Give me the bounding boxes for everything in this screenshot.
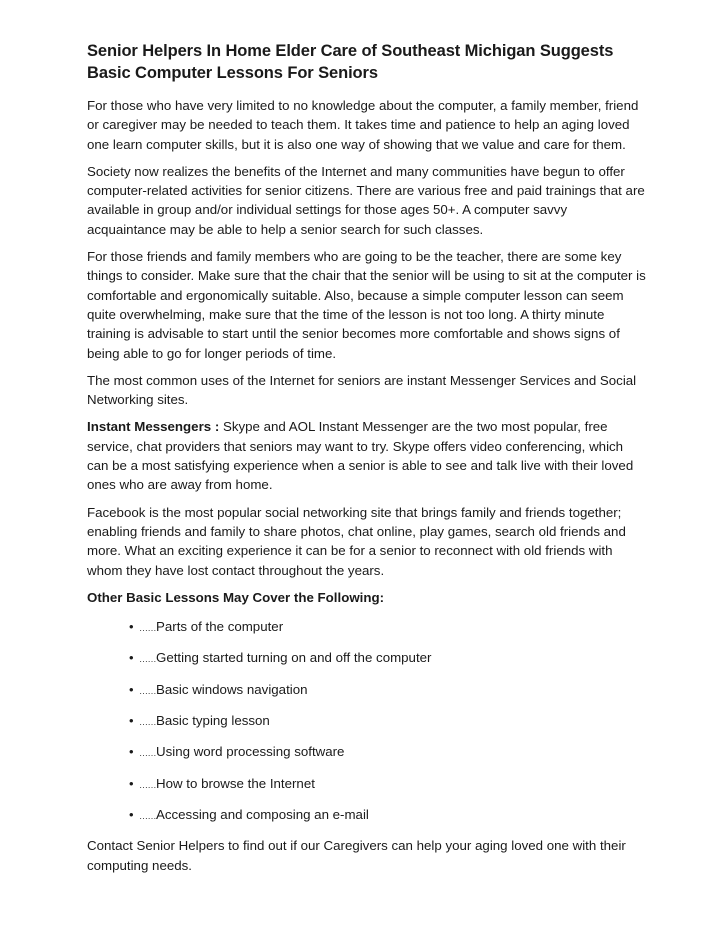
- list-item-text: Parts of the computer: [156, 619, 284, 635]
- paragraph-society: Society now realizes the benefits of the Internet and many communities have begun to offer computer-related activities for senior citizens. There are various free and paid trainings that are available in group and/or individual settings for those ages 50+. A computer savvy acquaintance may be able to help a senior search for such classes.: [87, 163, 645, 237]
- paragraph-facebook: Facebook is the most popular social networking site that brings family and friends together; enabling friends and family to share photos, chat online, play games, search old friends and more. What an exciting experience it can be for a senior to reconnect with old friends with whom they have lost contact throughout the years.: [87, 504, 626, 578]
- bullet-icon: •: [129, 713, 134, 729]
- list-item-text: Basic typing lesson: [156, 713, 270, 729]
- list-item: [129, 711, 647, 732]
- bullet-icon: •: [129, 619, 134, 635]
- bullet-icon: •: [129, 744, 134, 760]
- list-item-text: Using word processing software: [156, 744, 345, 760]
- bullet-filler: ……: [139, 779, 156, 790]
- paragraph-intro: For those who have very limited to no knowledge about the computer, a family member, friend or caregiver may be needed to teach them. It takes time and patience to help an aging loved one learn computer skills, but it is also one way of showing that we value and care for them.: [87, 98, 639, 152]
- list-item: [129, 617, 647, 638]
- list-item: [129, 648, 647, 669]
- instant-messengers-label: Instant Messengers :: [87, 419, 220, 435]
- bullet-icon: •: [129, 775, 134, 791]
- list-item-text: Accessing and composing an e-mail: [156, 806, 369, 822]
- bullet-icon: •: [129, 650, 134, 666]
- bullet-filler: ……: [139, 654, 156, 665]
- bullet-icon: •: [129, 681, 134, 697]
- list-item-text: Getting started turning on and off the computer: [156, 650, 432, 666]
- paragraph-closing: Contact Senior Helpers to find out if our Caregivers can help your aging loved one with their computing needs.: [87, 838, 626, 873]
- list-item-text: How to browse the Internet: [156, 775, 315, 791]
- list-item-text: Basic windows navigation: [156, 681, 308, 697]
- lessons-heading: Other Basic Lessons May Cover the Following:: [87, 589, 385, 605]
- list-item: [129, 805, 647, 826]
- document-page: [87, 40, 647, 883]
- paragraph-teacher-tips: For those friends and family members who are going to be the teacher, there are some key things to consider. Make sure that the chair that the senior will be using to sit at the computer is comfortable and ergonomically suitable. Also, because a simple computer lesson can seem quite overwhelming, make sure that the time of the lesson is not too long. A thirty minute training is advisable to start until the senior becomes more comfortable and shows signs of being able to go for longer periods of time.: [87, 249, 646, 361]
- paragraph-instant-messengers: [87, 417, 647, 494]
- bullet-icon: •: [129, 806, 134, 822]
- document-title: Senior Helpers In Home Elder Care of Southeast Michigan Suggests Basic Computer Lessons For Seniors: [87, 42, 614, 82]
- bullet-filler: ……: [139, 748, 156, 759]
- list-item: [129, 742, 647, 763]
- list-item: [129, 680, 647, 701]
- instant-messengers-text: Skype and AOL Instant Messenger are the two most popular, free service, chat providers that seniors may want to try. Skype offers video conferencing, which can be a most satisfying experience when a senior is able to see and talk live with their loved ones who are away from home.: [87, 419, 634, 493]
- bullet-filler: ……: [139, 623, 156, 634]
- list-item: [129, 774, 647, 795]
- lessons-list: [87, 617, 647, 826]
- bullet-filler: ……: [139, 717, 156, 728]
- bullet-filler: ……: [139, 810, 156, 821]
- paragraph-common-uses: The most common uses of the Internet for seniors are instant Messenger Services and Social Networking sites.: [87, 372, 637, 408]
- bullet-filler: ……: [139, 685, 156, 696]
